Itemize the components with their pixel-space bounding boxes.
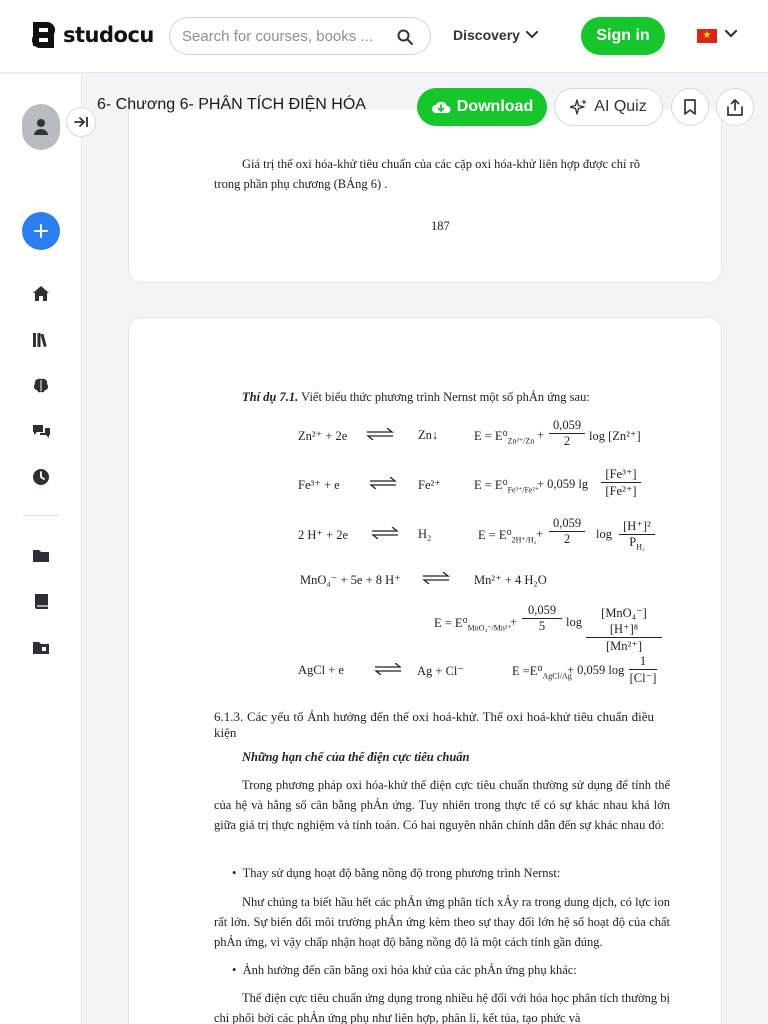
- eq2-left: Fe³⁺ + e: [298, 478, 340, 492]
- eq1-plus: +: [537, 428, 545, 442]
- equilibrium-arrow-icon: [371, 527, 399, 539]
- eq3-log: log: [596, 527, 612, 541]
- eq3-fraction: $\frac{0,059}{2}$: [549, 516, 585, 547]
- brain-icon: [32, 377, 50, 394]
- page1-line1: Giá trị thế oxi hóa-khử tiêu chuẩn của các cặp oxi hóa-khử liên hợp được chỉ rõ: [242, 157, 640, 171]
- sidebar-divider: [22, 515, 60, 516]
- bookmark-button[interactable]: [671, 88, 709, 126]
- book-icon: [33, 593, 49, 610]
- clock-icon: [32, 468, 50, 486]
- shared-folder-icon: [32, 640, 50, 655]
- create-button[interactable]: [22, 212, 60, 250]
- section-heading: 6.1.3. Các yếu tố Ảnh hưởng đến thế oxi hoá-khử. Thế oxi hoá-khử tiêu chuẩn điều kiện: [214, 709, 654, 740]
- sidebar-item-library[interactable]: [30, 328, 52, 350]
- download-label: Download: [456, 98, 534, 115]
- cloud-download-icon: [431, 99, 451, 115]
- language-chevron-down-icon[interactable]: [724, 29, 738, 39]
- eq4-right: Mn²⁺ + 4 H₂O: [474, 573, 547, 587]
- eq1-nernst: $E = E^0_{Zn^{2+}/Zn}$: [474, 429, 535, 446]
- eq4-log: log: [566, 615, 582, 629]
- eq5-right: Ag + Cl⁻: [417, 664, 464, 678]
- bullet-2: • Ảnh hưởng đến cân bằng oxi hóa khử của các phẢn ứng phụ khác:: [232, 963, 577, 977]
- share-icon: [727, 99, 743, 116]
- eq3-fraction-2: $\frac{\text{[H⁺]²}}{P_{H_2}}$: [619, 518, 655, 552]
- paragraph-1: Trong phương pháp oxi hóa-khử thế điện cực tiêu chuẩn thường sử dụng để tính thế của hệ và hằng số cân bằng phẢn ứng. Tuy nhiên trong thực tế có sự khác nhau khá lớn giữa giá trị thực nghiệm và tính toán. Có hai nguyên nhân chính dẫn đến sự khác nhau đó:: [214, 778, 670, 832]
- paragraph-2: Như chúng ta biết hầu hết các phẢn ứng phân tích xẢy ra trong dung dịch, có lực ion rất lớn. Sự biến đổi môi trường phẢn ứng kèm theo sự thay đổi lớn hệ số hoạt độ của chất phẢn ứng, vì vậy chấp nhận hoạt độ bằng nồng độ là một cách tính gần đúng.: [214, 895, 670, 949]
- page-number: 187: [431, 219, 450, 233]
- equilibrium-arrow-icon: [374, 663, 402, 675]
- document-page-188: [128, 317, 722, 1024]
- eq3-plus: +: [536, 527, 544, 541]
- eq2-right: Fe²⁺: [418, 478, 441, 492]
- bullet-1: • Thay sử dụng hoạt độ bằng nồng độ trong phương trình Nernst:: [232, 866, 561, 880]
- equilibrium-arrow-icon: [369, 477, 397, 489]
- equilibrium-arrow-icon: [422, 572, 450, 584]
- eq2-fraction: $\frac{\text{[Fe³⁺]}}{\text{[Fe²⁺]}}$: [601, 466, 641, 499]
- download-button[interactable]: [417, 88, 547, 126]
- sign-in-button[interactable]: Sign in: [581, 17, 665, 55]
- plus-icon: [34, 224, 48, 238]
- vietnam-flag-icon[interactable]: ★: [697, 29, 717, 43]
- studocu-logo-icon: [30, 20, 57, 50]
- eq5-left: AgCl + e: [298, 663, 344, 677]
- eq3-nernst: $E = E^0_{2H^+/H_2}$: [478, 528, 537, 545]
- search-input[interactable]: [169, 17, 431, 55]
- folder-icon: [32, 548, 50, 563]
- eq3-left: 2 H⁺ + 2e: [298, 528, 349, 542]
- equilibrium-arrow-icon: [366, 428, 394, 440]
- avatar[interactable]: [22, 104, 60, 150]
- eq4-left: MnO₄⁻ + 5e + 8 H⁺: [300, 573, 401, 587]
- sidebar-item-home[interactable]: [30, 282, 52, 304]
- paragraph-3: Thế điện cực tiêu chuẩn ứng dụng trong nhiều hệ đối với hóa học phân tích thường bị chi phối bởi các phẢn ứng phụ như liên hợp, phân li, kết tủa, tạo phức và: [214, 991, 670, 1024]
- bookmark-icon: [684, 99, 696, 115]
- home-icon: [32, 285, 50, 302]
- left-sidebar: [0, 74, 82, 1024]
- user-icon: [33, 118, 49, 136]
- discovery-label: Discovery: [453, 27, 520, 43]
- sidebar-expand-button[interactable]: [66, 107, 96, 137]
- studocu-logo[interactable]: [30, 20, 154, 50]
- ai-quiz-button[interactable]: [554, 88, 663, 126]
- sidebar-expand-icon: [74, 116, 88, 128]
- eq2-plus: + 0,059 lg: [537, 477, 589, 491]
- page1-line2: trong phần phụ chương (BẢng 6) .: [214, 177, 388, 191]
- eq5-plus: + 0,059 log: [567, 663, 625, 677]
- eq5-fraction: $\frac{1}{[Cl^-]}$: [629, 654, 657, 685]
- ai-quiz-label: AI Quiz: [594, 98, 647, 115]
- discovery-menu[interactable]: [453, 27, 538, 43]
- eq1-fraction: $\frac{0,059}{2}$: [549, 418, 585, 449]
- chat-icon: [32, 423, 51, 440]
- sidebar-item-shared[interactable]: [30, 636, 52, 658]
- eq5-nernst: $E =E^0_{AgCl/Ag}$: [512, 664, 572, 681]
- document-page-187: [128, 110, 722, 283]
- document-title: 6- Chương 6- PHÂN TÍCH ĐIỆN HÓA: [97, 96, 366, 113]
- eq4-plus: +: [510, 615, 518, 629]
- example-line: [242, 387, 590, 407]
- eq1-right: Zn↓: [418, 428, 439, 442]
- eq4-fraction-2: [MnO₄⁻][H⁺]⁸ [Mn²⁺]: [586, 605, 662, 654]
- sidebar-item-chat[interactable]: [30, 420, 52, 442]
- eq2-nernst: $E = E^0_{Fe^{3+}/Fe^{2+}}$: [474, 478, 540, 495]
- example-label: Thí dụ 7.1.: [242, 390, 299, 404]
- search-icon[interactable]: [397, 29, 413, 45]
- sidebar-item-recent[interactable]: [30, 466, 52, 488]
- top-navigation-bar: [0, 0, 768, 73]
- eq1-log: log [Zn²⁺]: [589, 429, 641, 443]
- eq3-right: H₂: [418, 527, 432, 541]
- logo-text: studocu: [63, 23, 154, 47]
- chevron-down-icon: [526, 31, 538, 39]
- eq4-nernst: $E = E^0_{MnO_4^-/Mn^{2+}}$: [434, 616, 512, 633]
- share-button[interactable]: [716, 88, 754, 126]
- sparkle-icon: [570, 98, 588, 116]
- library-icon: [32, 331, 50, 348]
- subheading: Những hạn chế của thế điện cực tiêu chuẩn: [242, 750, 470, 764]
- sidebar-item-ai[interactable]: [30, 374, 52, 396]
- eq1-left: Zn²⁺ + 2e: [298, 429, 348, 443]
- sidebar-item-folders[interactable]: [30, 544, 52, 566]
- search-placeholder: Search for courses, books ...: [182, 28, 373, 45]
- eq4-fraction: $\frac{0,059}{5}$: [522, 603, 562, 634]
- sidebar-item-books[interactable]: [30, 590, 52, 612]
- example-text: Viết biểu thức phương trình Nernst một số phẢn ứng sau:: [298, 390, 590, 404]
